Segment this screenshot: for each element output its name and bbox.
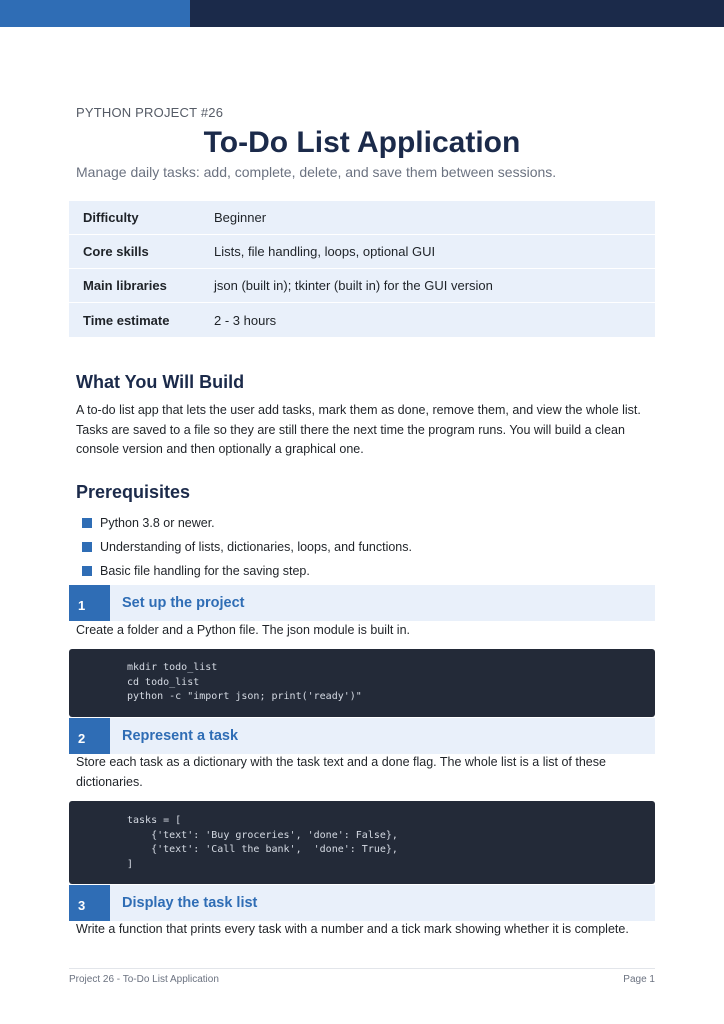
code-line: python -c "import json; print('ready')" (127, 691, 362, 702)
info-row-main-libraries (69, 269, 655, 303)
list-item-text: Understanding of lists, dictionaries, loops, and functions. (100, 540, 412, 554)
step-description: Write a function that prints every task with a number and a tick mark showing whether it is complete. (76, 922, 629, 936)
info-value: Beginner (214, 210, 267, 225)
section-heading-what-you-will-build: What You Will Build (76, 372, 245, 392)
info-row-difficulty (69, 201, 655, 235)
code-line: mkdir todo_list (127, 662, 218, 673)
code-line: tasks = [ (127, 815, 182, 826)
info-value: Lists, file handling, loops, optional GUI (214, 244, 436, 259)
page-title: To-Do List Application (203, 126, 521, 159)
square-bullet-icon (82, 542, 92, 552)
step-number-badge: 1 (69, 585, 110, 621)
info-key: Main libraries (83, 278, 167, 293)
code-line: {'text': 'Buy groceries', 'done': False}, (127, 829, 398, 841)
info-value: json (built in); tkinter (built in) for the GUI version (214, 278, 493, 293)
footer-divider (69, 968, 655, 969)
step-title: Set up the project (122, 595, 245, 611)
list-item-text: Basic file handling for the saving step. (100, 564, 310, 578)
top-banner-accent (0, 0, 190, 27)
step-title: Represent a task (122, 728, 239, 744)
code-line: ] (127, 858, 134, 870)
code-block-step-1 (69, 649, 655, 717)
footer-page-number: Page 1 (623, 974, 655, 985)
info-value: 2 - 3 hours (214, 312, 277, 328)
list-item (82, 559, 412, 583)
what-you-will-build-body: A to-do list app that lets the user add tasks, mark them as done, remove them, and view the whole list. Tasks are saved to a file so they are still there the next time the program runs. You will build a clean console version and then optionally a graphical one. (76, 403, 641, 456)
info-key: Core skills (83, 244, 149, 259)
footer-project-label: Project 26 - To-Do List Application (69, 974, 219, 985)
step-title: Display the task list (122, 895, 258, 911)
project-info-table (69, 201, 655, 337)
prerequisites-list (82, 511, 412, 583)
top-banner (0, 0, 724, 27)
code-block-step-2 (69, 801, 655, 884)
page-subtitle: Manage daily tasks: add, complete, delete, and save them between sessions. (76, 164, 557, 180)
section-heading-prerequisites: Prerequisites (76, 482, 191, 502)
step-header-3 (69, 885, 655, 921)
list-item (82, 535, 412, 559)
step-header-1 (69, 585, 655, 621)
square-bullet-icon (82, 566, 92, 576)
info-key: Time estimate (83, 312, 170, 328)
code-line: {'text': 'Call the bank', 'done': True}, (127, 844, 398, 855)
square-bullet-icon (82, 518, 92, 528)
step-number-badge: 2 (69, 718, 110, 754)
list-item (82, 511, 412, 535)
step-header-2 (69, 718, 655, 754)
step-description: Create a folder and a Python file. The json module is built in. (76, 623, 410, 637)
code-line: cd todo_list (127, 676, 200, 688)
step-description: Store each task as a dictionary with the task text and a done flag. The whole list is a list of these dictionaries. (76, 755, 606, 789)
info-key: Difficulty (83, 210, 139, 225)
list-item-text: Python 3.8 or newer. (100, 516, 215, 530)
step-number-badge: 3 (69, 885, 110, 921)
info-row-time-estimate (69, 303, 655, 337)
project-eyebrow: PYTHON PROJECT #26 (76, 105, 224, 120)
info-row-core-skills (69, 235, 655, 269)
